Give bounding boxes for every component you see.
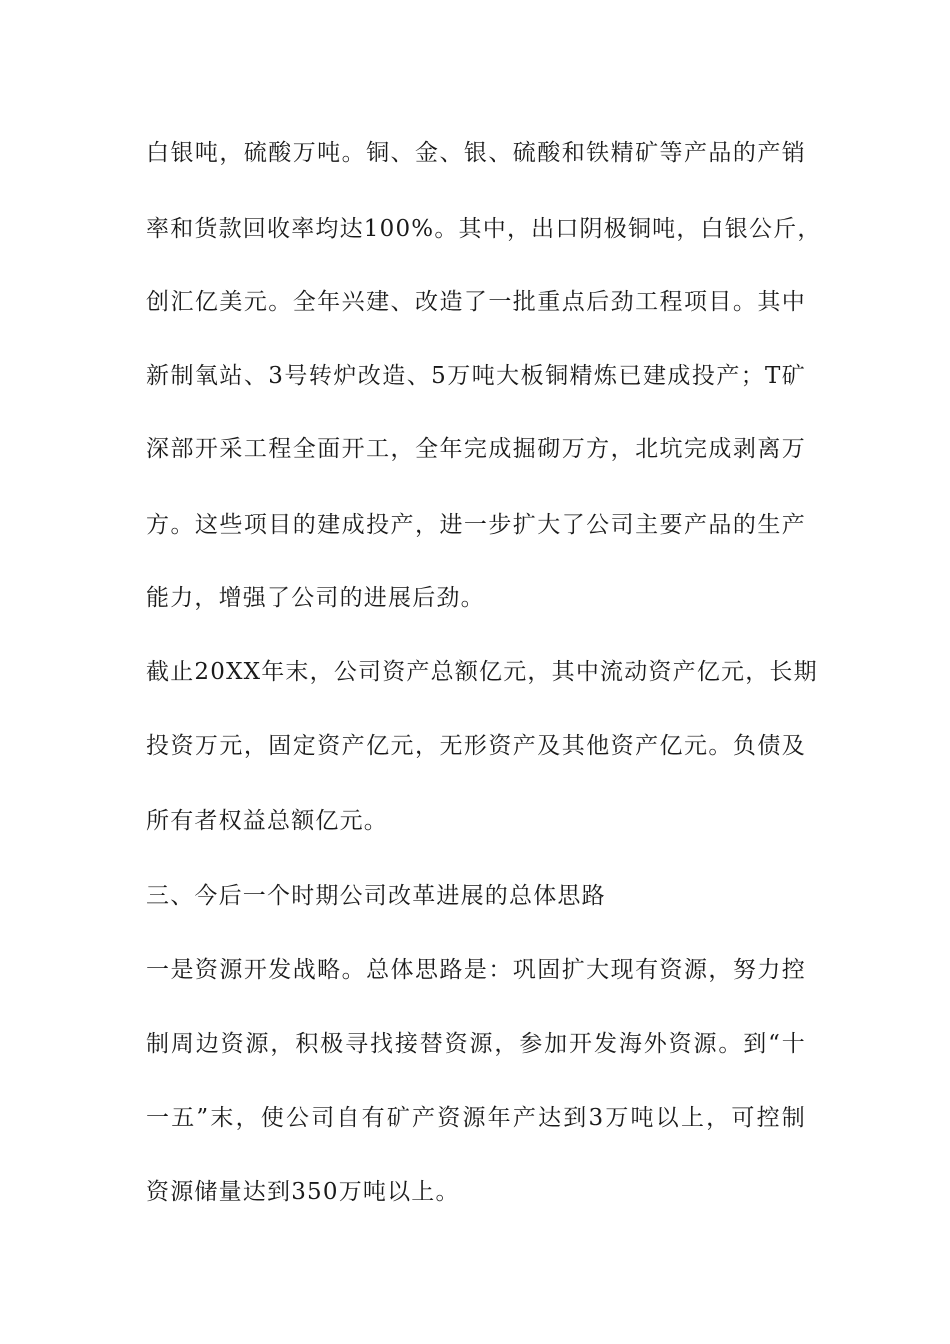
paragraph-1-line-2: 率和货款回收率均达100%。其中，出口阴极铜吨，白银公斤， [146,216,822,242]
paragraph-1-line-3: 创汇亿美元。全年兴建、改造了一批重点后劲工程项目。其中 [146,289,806,315]
paragraph-3-line-4: 资源储量达到350万吨以上。 [146,1179,460,1205]
paragraph-2-line-3: 所有者权益总额亿元。 [146,808,388,834]
paragraph-3-line-2: 制周边资源，积极寻找接替资源，参加开发海外资源。到“十 [146,1031,806,1057]
paragraph-1-line-5: 深部开采工程全面开工，全年完成掘砌万方，北坑完成剥离万 [146,436,806,462]
paragraph-1-line-6: 方。这些项目的建成投产，进一步扩大了公司主要产品的生产 [146,512,806,538]
paragraph-1-line-7: 能力，增强了公司的进展后劲。 [146,585,485,611]
paragraph-1-line-1: 白银吨，硫酸万吨。铜、金、银、硫酸和铁精矿等产品的产销 [146,140,806,166]
paragraph-3-line-3: 一五”末，使公司自有矿产资源年产达到3万吨以上，可控制 [146,1105,806,1131]
paragraph-2-line-2: 投资万元，固定资产亿元，无形资产及其他资产亿元。负债及 [146,733,806,759]
paragraph-3-line-1: 一是资源开发战略。总体思路是：巩固扩大现有资源，努力控 [146,957,806,983]
paragraph-1-line-4: 新制氧站、3号转炉改造、5万吨大板铜精炼已建成投产；T矿 [146,363,806,389]
paragraph-2-line-1: 截止20XX年末，公司资产总额亿元，其中流动资产亿元，长期 [146,659,818,685]
section-heading: 三、今后一个时期公司改革进展的总体思路 [146,883,606,909]
